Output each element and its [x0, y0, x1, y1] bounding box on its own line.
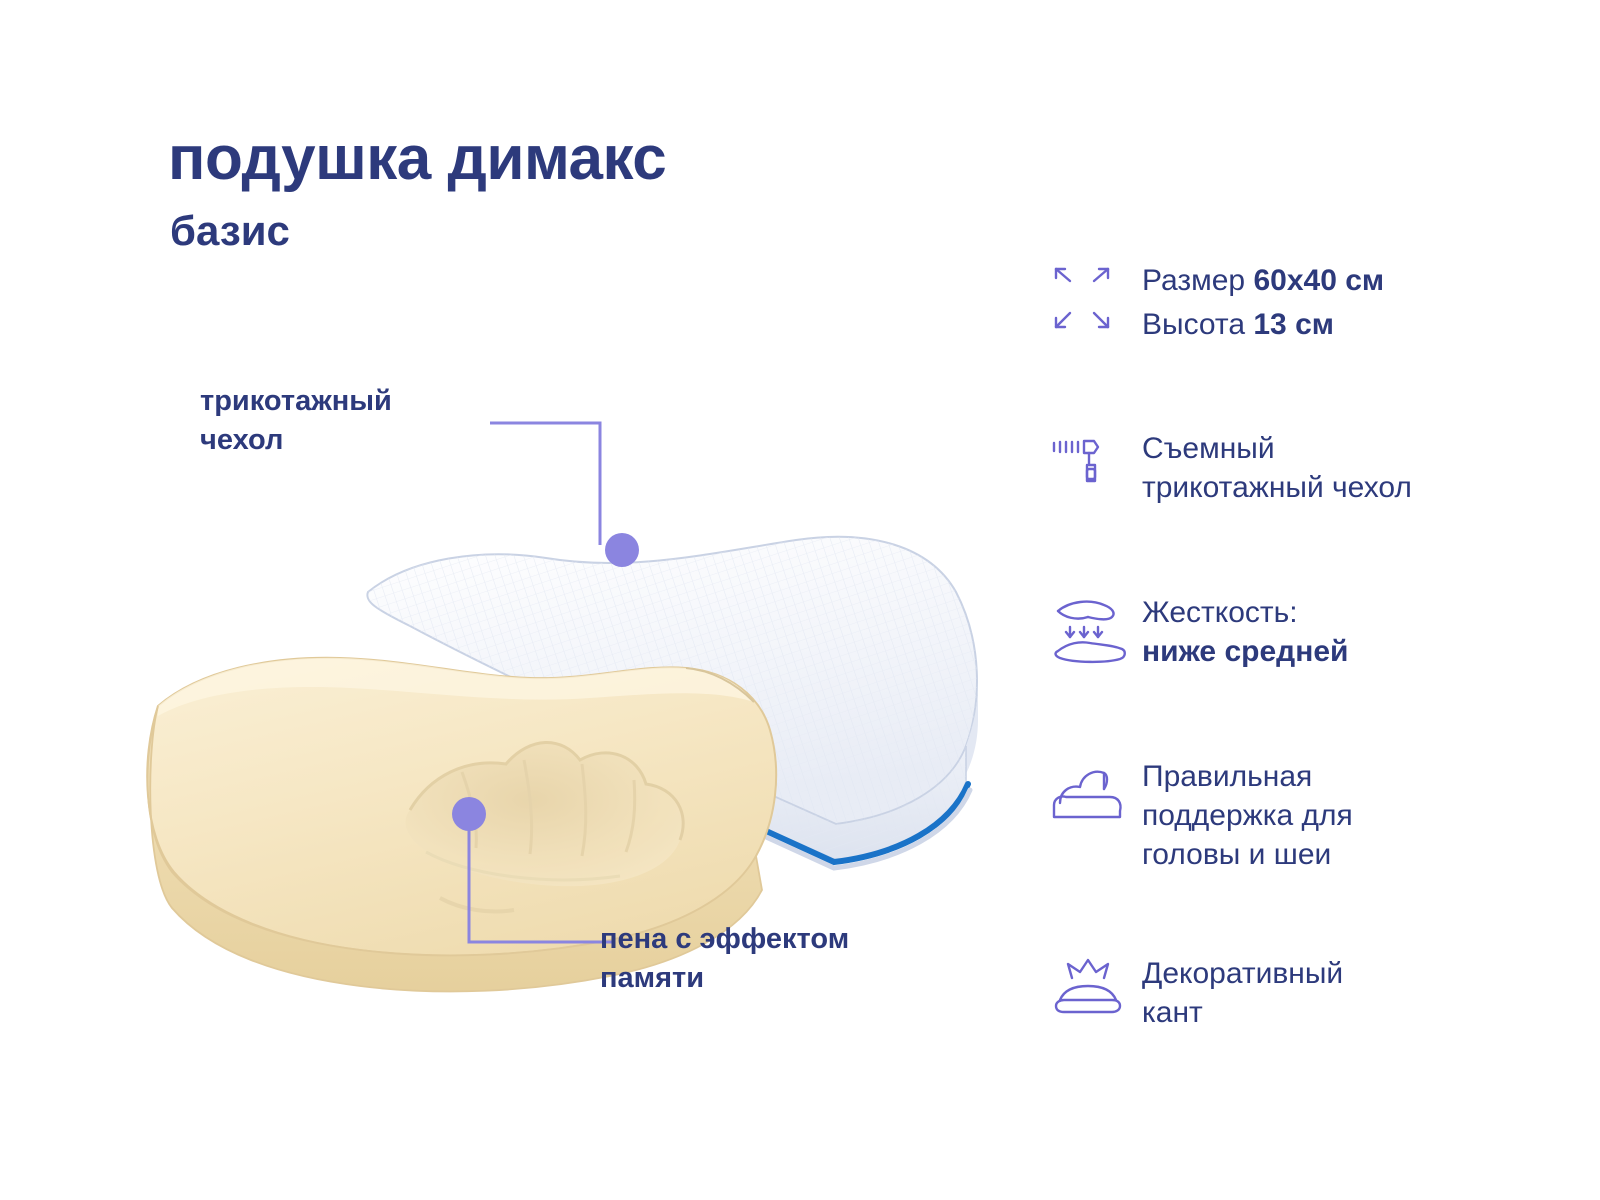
feature-support-text — [1142, 757, 1353, 874]
crown-piping-icon — [1050, 954, 1142, 1018]
feature-firmness — [1050, 593, 1550, 671]
spec-height-text — [1142, 306, 1334, 344]
page-subtitle: базис — [170, 207, 290, 254]
feature-firmness-line1: Жесткость: — [1142, 596, 1298, 629]
spec-height-row — [1050, 306, 1384, 344]
feature-support-line3: головы и шеи — [1142, 838, 1332, 871]
spec-height-label: Высота — [1142, 307, 1246, 341]
spec-size-label: Размер — [1142, 264, 1246, 297]
feature-support — [1050, 757, 1550, 874]
callout-dot-foam — [452, 797, 486, 831]
feature-firmness-text — [1142, 593, 1348, 671]
feature-piping-line2: кант — [1142, 996, 1203, 1029]
callout-knit-cover-line2: чехол — [200, 424, 284, 457]
feature-support-line2: поддержка для — [1142, 799, 1353, 832]
spec-size-row — [1050, 262, 1384, 300]
title-block — [168, 124, 1048, 254]
firmness-hand-icon — [1050, 593, 1142, 667]
feature-removable-cover-text — [1142, 429, 1412, 507]
spec-size-value: 60x40 см — [1253, 264, 1385, 297]
feature-piping-line1: Декоративный — [1142, 957, 1344, 990]
head-support-icon — [1050, 757, 1142, 829]
feature-support-line1: Правильная — [1142, 760, 1313, 793]
feature-removable-cover — [1050, 429, 1550, 507]
feature-removable-cover-line2: трикотажный чехол — [1142, 471, 1412, 504]
callout-foam-line2: памяти — [600, 962, 705, 995]
feature-piping-text — [1142, 954, 1343, 1032]
callout-dot-knit-cover — [605, 533, 639, 567]
spec-size-text — [1142, 262, 1384, 300]
callout-knit-cover-label — [200, 382, 530, 460]
callout-foam-label — [600, 920, 1000, 998]
callout-foam-line1: пена с эффектом — [600, 923, 850, 955]
feature-list — [1050, 262, 1550, 1032]
feature-piping — [1050, 954, 1550, 1032]
expand-arrows-icon — [1050, 263, 1142, 298]
callout-knit-cover-line1: трикотажный — [200, 385, 392, 417]
page-title: подушка димакс — [168, 124, 667, 193]
collapse-arrows-icon — [1050, 307, 1142, 342]
feature-removable-cover-line1: Съемный — [1142, 432, 1275, 465]
feature-dimensions — [1050, 262, 1550, 343]
spec-height-value: 13 см — [1253, 307, 1334, 341]
feature-firmness-line2: ниже средней — [1142, 635, 1349, 668]
zipper-icon — [1050, 429, 1142, 491]
